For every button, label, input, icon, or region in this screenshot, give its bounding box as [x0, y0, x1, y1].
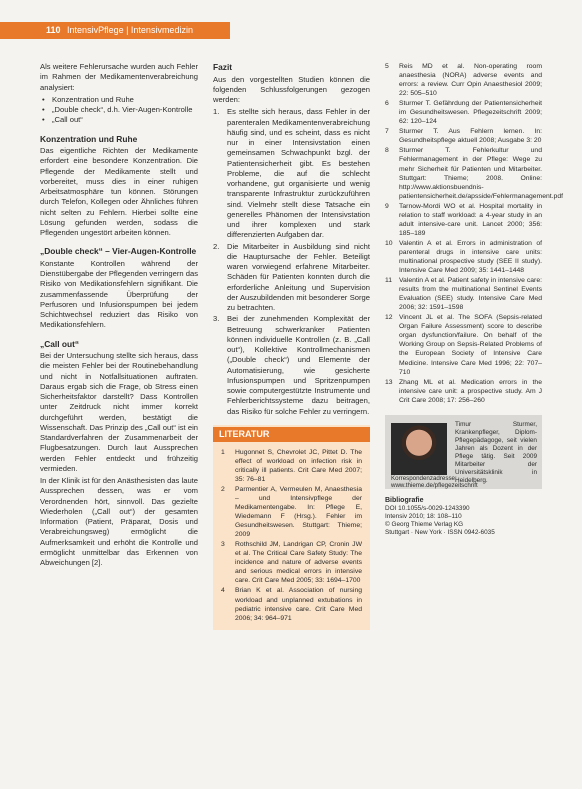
reference-list [221, 448, 362, 623]
reference-item: 1 Hugonnet S, Chevrolet JC, Pittet D. The effect of workload on infection risk in critically ill patients. Crit Care Med 2007; 35: 76–81 [221, 448, 362, 483]
column-3 [385, 62, 563, 537]
page-number: 110 [46, 25, 61, 35]
list-item: 1. Es stellte sich heraus, dass Fehler in der parenteralen Medikamentenverabreichung häufig sind, und es scheint, dass es nicht nur in einer Intensivstation einen gemeinsamen Schwachpunkt bzgl. der Patientensicherheit gibt. Es bestehen Probleme, die auf die schlecht vorhandene, gut organisierte und wenig transparente Infrastruktur zurückzuführen sind. Vielmehr stellt diese Tatsache ein generelles Phänomen der Intensivstation und ihrer komplexen und stark differenzierten Aufgaben dar. [213, 107, 370, 240]
author-contact: Korrespondenzadresse: www.thieme.de/pflegezeitschrift [391, 474, 478, 490]
column-2 [213, 62, 370, 630]
section-heading-concentration: Konzentration und Ruhe [40, 133, 138, 144]
list-item: 3. Bei der zunehmenden Komplexität der Betreuung schwerkranker Patienten können individuelle Kontrollen (z. B. „Call out“), Kollektive Kontrollmechanismen („Double check“) und Elemente der Automatisierung, wie gesicherte Infusionspumpen und Spritzenpumpen sowie computergestützte Instrumente und Fehlerberichtssysteme dazu beitragen, das Risiko für solche Fehler zu verringern. [213, 314, 370, 416]
bibliography-line: © Georg Thieme Verlag KG [385, 520, 464, 528]
reference-item: 11 Valentin A et al. Patient safety in intensive care: results from the multinational Sentinel Events Evaluation (SEE) study. Intensive Care Med 2006; 32: 1591–1598 [385, 277, 542, 312]
section-text-call-out-2: In der Klinik ist für den Anästhesisten das laute Aussprechen dessen, was er vom Verordnenden hört, sinnvoll. Das gezielte Wiederholen („Call out“) der gesamten Information (Patient, Präparat, Dosis und Verabreichungsweg) ermöglicht die Aufmerksamkeit und erhöht die Kontrolle und ermöglicht unmittelbar das Erkennen von Abweichungen [2]. [40, 476, 198, 567]
reference-item: 12 Vincent JL et al. The SOFA (Sepsis-related Organ Failure Assessment) score to describe organ dysfunction/failure. On behalf of the Working Group on Sepsis-Related Problems of the European Society of Intensive Care Medicine. Intensive Care Med 1996; 22: 707–710 [385, 314, 542, 376]
section-heading-double-check: „Double check“ – Vier-Augen-Kontrolle [40, 246, 197, 257]
intro-paragraph: Als weitere Fehlerursache wurden auch Fehler im Rahmen der Medikamentenverabreichung analysiert: [40, 62, 198, 92]
section-text-double-check: Konstante Kontrollen während der Dienstübergabe der Pflegenden verringern das Risiko von Medikationsfehlern signifikant. Die zusammenfassende Überprüfung der Perfusoren und Infusionspumpen bei jedem Schichtwechsel reduziert das Risiko von Medikationsfehlern. [40, 258, 198, 330]
bibliography-heading: Bibliografie [385, 496, 424, 504]
conclusion-list [213, 107, 370, 417]
page-header [0, 22, 230, 39]
section-heading-fazit: Fazit [213, 62, 233, 72]
author-photo [391, 423, 447, 475]
column-1 [40, 62, 198, 570]
reference-item: 8 Sturmer T. Fehlerkultur und Fehlermanagement in der Pflege: Wege zu mehr Sicherheit für Patienten und Mitarbeiter. Stuttgart: Thieme; 2008. Online: http://www.aktionsbuendnis-patientensicherheit.de/apsside/Fehlermanagement.pdf [385, 147, 563, 200]
bibliography-line: Intensiv 2010; 18: 108–110 [385, 512, 462, 520]
list-item: 2. Die Mitarbeiter in Ausbildung sind nicht die Hauptursache der Fehler. Beteiligt waren vorwiegend erfahrene Mitarbeiter. Schäden für Patienten konnten durch die erforderliche Anleitung und Supervision der Auszubildenden mit besonderer Sorge zu betrachten. [213, 241, 370, 312]
bibliography [385, 497, 542, 537]
reference-item: 6 Sturmer T. Gefährdung der Patientensicherheit im Gesundheitswesen. Pflegezeitschrift 2009; 62: 120–124 [385, 100, 542, 126]
bibliography-line: Stuttgart · New York · ISSN 0942-6035 [385, 528, 495, 536]
reference-item: 13 Zhang ML et al. Medication errors in the intensive care unit: a prospective study. Am J Crit Care 2008; 17: 256–260 [385, 378, 542, 404]
factor-list [40, 95, 198, 126]
reference-item: 3 Rothschild JM, Landrigan CP, Cronin JW et al. The Critical Care Safety Study: The incidence and nature of adverse events and serious medical errors in intensive care. Crit Care Med 2005; 33: 1694–1700 [221, 541, 362, 585]
section-text-call-out: Bei der Untersuchung stellte sich heraus, dass die meisten Fehler bei der Routinebehandlung und nicht in Notfallsituationen auftraten. Daraus ergab sich die Frage, ob Stress einen Sicherheitsfaktor darstellt? Dass Kontrollen unter Zeitdruck nicht immer korrekt durchgeführt werden, bestätigt die Wissenschaft. Das Prinzip des „Call out“ ist ein Standardverfahren der Zusammenarbeit der Flugbesatzungen. Durch laut Aussprechen werden Fehler entdeckt und frühzeitig vermieden. [40, 351, 198, 473]
literature-heading: LITERATUR [213, 427, 370, 442]
reference-item: 5 Reis MD et al. Non-operating room anaesthesia (NORA) adverse events and errors: a review. Curr Opin Anaesthesiol 2009; 22: 505–510 [385, 63, 542, 98]
section-heading-call-out: „Call out“ [40, 338, 80, 349]
reference-item: 2 Parmentier A, Vermeulen M, Anaesthesia – und Intensivpflege der Medikamentengabe. In: Pflege E, Wiedemann F (Hrsg.). Fehler im Gesundheitswesen. Stuttgart: Thieme; 2009 [221, 485, 362, 539]
fazit-intro: Aus den vorgestellten Studien können die folgenden Schlussfolgerungen gezogen werden: [213, 74, 370, 104]
reference-item: 7 Sturmer T. Aus Fehlern lernen. In: Gesundheitspflege aktuell 2008; Ausgabe 3: 20 [385, 128, 542, 145]
literature-box [213, 425, 370, 630]
reference-item: 9 Tarnow-Mordi WO et al. Hospital mortality in relation to staff workload: a 4-year study in an adult intensive-care unit. Lancet 2000; 356: 185–189 [385, 202, 542, 237]
reference-item: 4 Brian K et al. Association of nursing workload and unplanned extubations in pediatric intensive care. Crit Care Med 2006; 34: 964–971 [221, 587, 362, 622]
journal-title: IntensivPflege | Intensivmedizin [67, 25, 193, 35]
author-bio: Timur Sturmer, Krankenpfleger, Diplom-Pflegepädagoge, seit vielen Jahren als Dozent in der Pflege tätig. Seit 2009 Mitarbeiter der Universitätsklinik in Heidelberg. [455, 420, 537, 484]
list-item: • Konzentration und Ruhe [52, 95, 198, 105]
reference-list-continued [385, 62, 563, 405]
list-item: • „Call out“ [52, 115, 198, 125]
reference-item: 10 Valentin A et al. Errors in administration of parenteral drugs in intensive care units: multinational prospective study (SEE II study). Intensive Care Med 2009; 35: 1441–1448 [385, 239, 542, 275]
author-box [385, 415, 542, 489]
list-item: • „Double check“, d.h. Vier-Augen-Kontrolle [52, 105, 198, 115]
section-text-concentration: Das eigentliche Richten der Medikamente erfordert eine besondere Konzentration. Die Pflegende der Medikamente stellt und vorbereitet, muss dies in einer ruhigen Arbeitsatmosphäre tun können. Störungen durch Telefon, Kollegen oder Ähnliches führen nicht selten zu Fehlern. Hierbei sollte eine Lösung gefunden werden, sodass die Pflegenden ungestört arbeiten können. [40, 146, 198, 237]
bibliography-line: DOI 10.1055/s-0029-1243390 [385, 504, 470, 512]
